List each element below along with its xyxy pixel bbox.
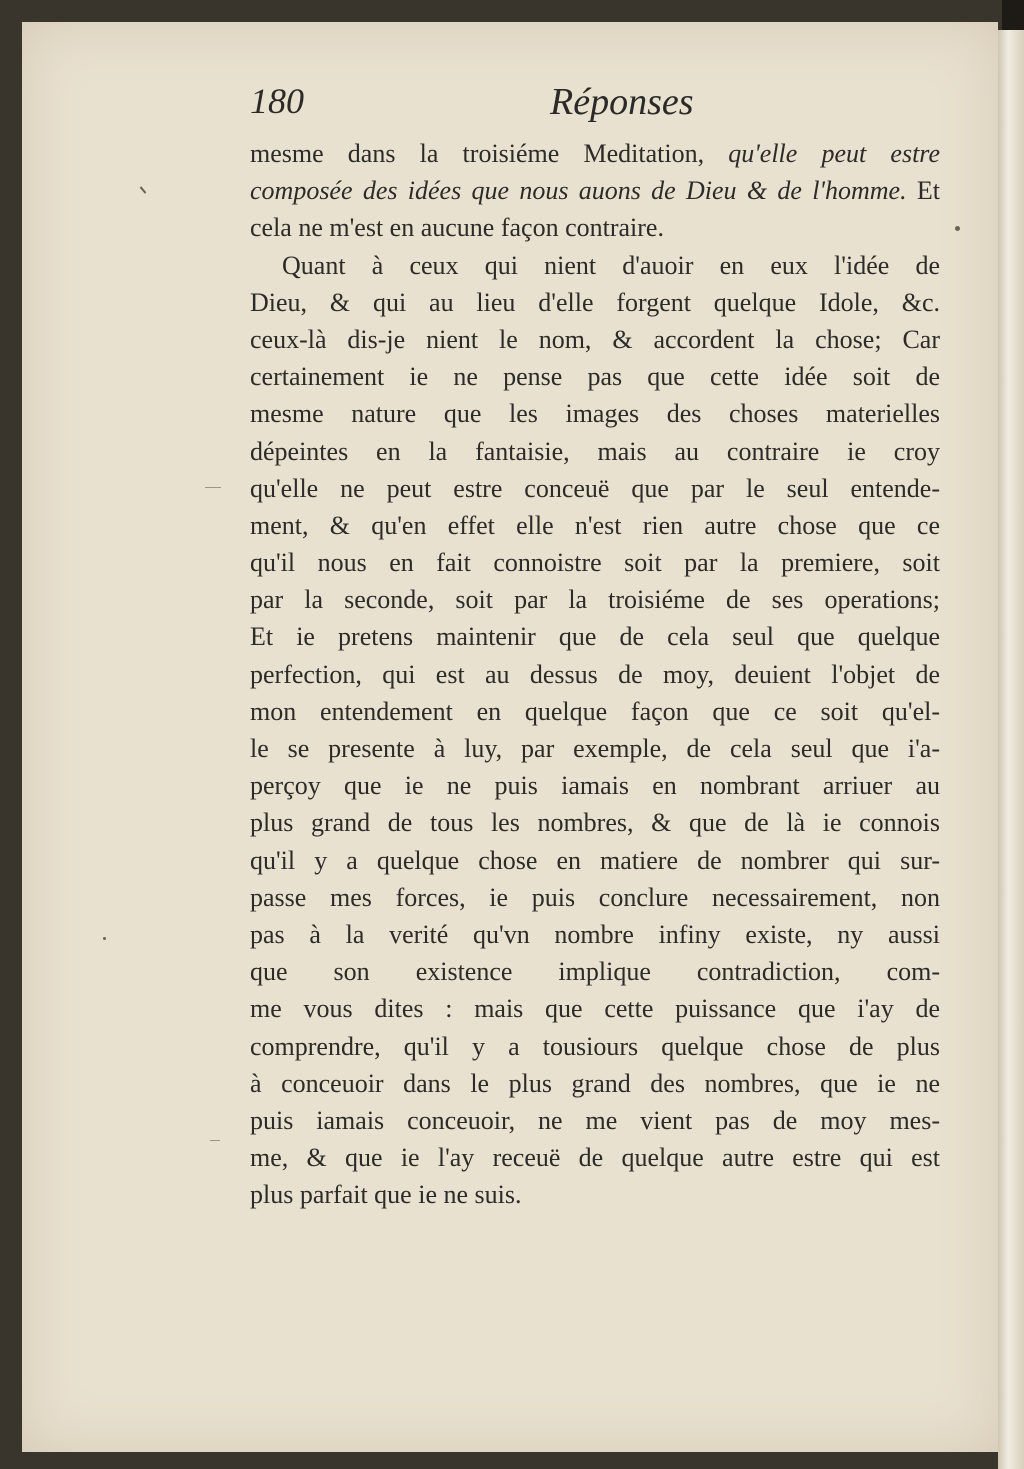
page-header [250, 80, 930, 123]
paper-speck [103, 937, 106, 940]
text-line: mon entendement en quelque façon que ce soit qu'el- [250, 696, 940, 726]
paper-speck [955, 226, 960, 231]
body-text [250, 135, 940, 1213]
text-line: Et ie pretens maintenir que de cela seul que quelque [250, 622, 940, 652]
text-line: qu'il y a quelque chose en matiere de nombrer qui sur- [250, 845, 940, 875]
text-line: pas à la verité qu'vn nombre infiny existe, ny aussi [250, 919, 940, 949]
text-line: dépeintes en la fantaisie, mais au contraire ie croy [250, 436, 940, 466]
text-line: ceux-là dis-je nient le nom, & accordent la chose; Car [250, 324, 940, 354]
text-line: Dieu, & qui au lieu d'elle forgent quelque Idole, &c. [250, 287, 940, 317]
text-line: me, & que ie l'ay receuë de quelque autre estre qui est [250, 1143, 940, 1173]
text-line: mesme nature que les images des choses materielles [250, 399, 940, 429]
text-line: perçoy que ie ne puis iamais en nombrant arriuer au [250, 771, 940, 801]
page-number: 180 [250, 81, 304, 121]
text-line: mesme dans la troisiéme Meditation, qu'elle peut estre [250, 139, 940, 168]
text-line: passe mes forces, ie puis conclure necessairement, non [250, 882, 940, 912]
text-line: plus parfait que ie ne suis. [250, 1180, 522, 1210]
text-line: perfection, qui est au dessus de moy, deuient l'objet de [250, 659, 940, 689]
paper-speck [210, 1140, 220, 1141]
text-line: le se presente à luy, par exemple, de cela seul que i'a- [250, 734, 940, 763]
text-line: me vous dites : mais que cette puissance que i'ay de [250, 994, 940, 1024]
text-line: certainement ie ne pense pas que cette idée soit de [250, 362, 940, 392]
text-line: à conceuoir dans le plus grand des nombres, que ie ne [250, 1068, 940, 1098]
text-line: cela ne m'est en aucune façon contraire. [250, 213, 664, 243]
text-line: ment, & qu'en effet elle n'est rien autre chose que ce [250, 510, 940, 540]
text-line: qu'elle ne peut estre conceuë que par le seul entende- [250, 473, 940, 503]
text-line: comprendre, qu'il y a tousiours quelque chose de plus [250, 1031, 940, 1061]
text-line: composée des idées que nous auons de Dieu & de l'homme. Et [250, 176, 940, 206]
text-line: plus grand de tous les nombres, & que de là ie connois [250, 808, 940, 838]
text-line: par la seconde, soit par la troisiéme de ses operations; [250, 585, 940, 615]
text-line: que son existence implique contradiction, com- [250, 957, 940, 987]
text-line: Quant à ceux qui nient d'auoir en eux l'idée de [282, 250, 940, 280]
page-edge [998, 30, 1024, 1469]
running-head: Réponses [550, 81, 694, 123]
text-line: puis iamais conceuoir, ne me vient pas de moy mes- [250, 1105, 940, 1135]
paper-speck [205, 487, 221, 488]
text-line: qu'il nous en fait connoistre soit par la premiere, soit [250, 548, 940, 578]
